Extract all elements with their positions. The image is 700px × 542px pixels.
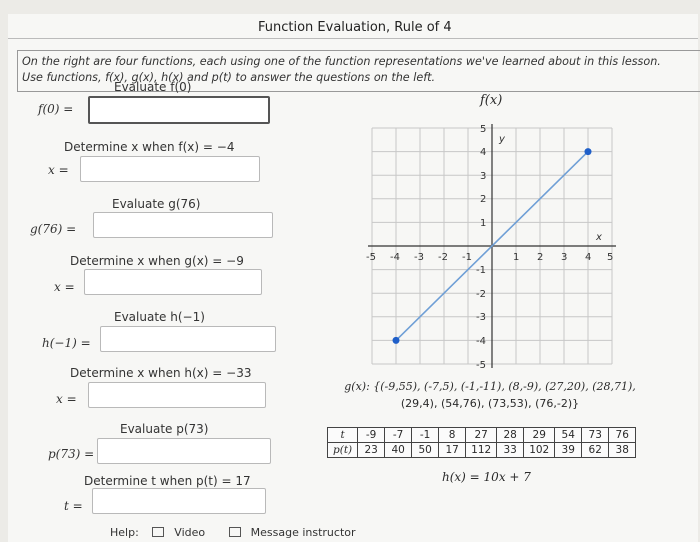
f-end-point — [585, 148, 592, 155]
y-tick-neg4: -4 — [476, 336, 486, 347]
q2-answer-label: x = — [48, 163, 69, 177]
p-table-row-p — [328, 443, 636, 458]
q5-answer-input[interactable] — [101, 327, 279, 353]
x-tick-4: 4 — [585, 252, 592, 263]
y-tick-neg3: -3 — [476, 312, 486, 323]
q1-answer-field[interactable] — [88, 96, 270, 124]
help-label: Help: — [110, 526, 139, 539]
t-cell: 73 — [582, 428, 609, 443]
x-tick-neg2: -2 — [438, 252, 448, 263]
q6-answer-label: x = — [56, 392, 77, 406]
p-table-row-t — [328, 428, 636, 443]
q4-heading: Determine x when g(x) = −9 — [70, 254, 244, 268]
q8-answer-input[interactable] — [93, 489, 269, 515]
g-function — [340, 378, 640, 412]
video-label: Video — [174, 526, 206, 539]
x-tick-neg5: -5 — [366, 252, 376, 263]
p-table-head-t: t — [328, 428, 358, 443]
y-axis-label: y — [499, 134, 505, 145]
y-tick-4: 4 — [480, 147, 487, 158]
q6-heading: Determine x when h(x) = −33 — [70, 366, 252, 380]
g-function-line-2: (29,4), (54,76), (73,53), (76,-2)} — [400, 397, 580, 410]
y-tick-3: 3 — [480, 171, 487, 182]
message-instructor-link[interactable] — [229, 526, 366, 539]
x-tick-5: 5 — [607, 252, 614, 263]
q3-heading: Evaluate g(76) — [112, 197, 201, 211]
q3-answer-label: g(76) = — [30, 222, 77, 236]
q1-answer-input[interactable] — [90, 98, 272, 124]
t-cell: 8 — [439, 428, 466, 443]
q3-answer-input[interactable] — [94, 213, 276, 239]
x-axis-label: x — [596, 232, 602, 243]
x-tick-2: 2 — [537, 252, 544, 263]
y-tick-1: 1 — [480, 218, 487, 229]
p-table-head-p: p(t) — [328, 443, 358, 458]
q2-answer-field[interactable] — [80, 156, 260, 182]
t-cell: 28 — [497, 428, 524, 443]
envelope-icon — [229, 527, 241, 537]
q5-answer-field[interactable] — [100, 326, 276, 352]
t-cell: -1 — [412, 428, 439, 443]
y-tick-2: 2 — [480, 194, 487, 205]
f-start-point — [393, 337, 400, 344]
p-cell: 39 — [555, 443, 582, 458]
q8-heading: Determine t when p(t) = 17 — [84, 474, 251, 488]
y-tick-neg1: -1 — [476, 265, 486, 276]
q3-answer-field[interactable] — [93, 212, 273, 238]
p-cell: 38 — [609, 443, 636, 458]
t-cell: 29 — [524, 428, 555, 443]
f-graph — [362, 118, 622, 373]
g-function-line-1: g(x): {(-9,55), (-7,5), (-1,-11), (8,-9), (27,20), (28,71), — [344, 380, 636, 393]
p-cell: 40 — [385, 443, 412, 458]
x-tick-neg4: -4 — [390, 252, 400, 263]
h-function: h(x) = 10x + 7 — [442, 470, 531, 484]
y-tick-5: 5 — [480, 124, 487, 135]
x-tick-1: 1 — [513, 252, 520, 263]
q6-answer-field[interactable] — [88, 382, 266, 408]
p-cell: 112 — [466, 443, 497, 458]
p-table — [327, 427, 636, 458]
x-tick-neg3: -3 — [414, 252, 424, 263]
video-link[interactable] — [152, 526, 215, 539]
t-cell: 76 — [609, 428, 636, 443]
footer — [110, 526, 376, 539]
q5-answer-label: h(−1) = — [42, 336, 91, 350]
q8-answer-field[interactable] — [92, 488, 266, 514]
q7-answer-field[interactable] — [97, 438, 271, 464]
page-title: Function Evaluation, Rule of 4 — [258, 20, 452, 35]
q4-answer-label: x = — [54, 280, 75, 294]
q2-heading: Determine x when f(x) = −4 — [64, 140, 235, 154]
p-cell: 102 — [524, 443, 555, 458]
q2-answer-input[interactable] — [81, 157, 263, 183]
t-cell: 27 — [466, 428, 497, 443]
q4-answer-field[interactable] — [84, 269, 262, 295]
p-cell: 23 — [358, 443, 385, 458]
graph-title: f(x) — [480, 93, 503, 108]
p-cell: 17 — [439, 443, 466, 458]
y-tick-neg5: -5 — [476, 360, 486, 371]
p-cell: 33 — [497, 443, 524, 458]
q5-heading: Evaluate h(−1) — [114, 310, 205, 324]
message-instructor-label: Message instructor — [250, 526, 356, 539]
t-cell: -7 — [385, 428, 412, 443]
q7-answer-input[interactable] — [98, 439, 274, 465]
q4-answer-input[interactable] — [85, 270, 265, 296]
x-tick-neg1: -1 — [462, 252, 472, 263]
q6-answer-input[interactable] — [89, 383, 269, 409]
q1-heading: Evaluate f(0) — [114, 80, 192, 94]
t-cell: -9 — [358, 428, 385, 443]
x-tick-3: 3 — [561, 252, 568, 263]
q7-heading: Evaluate p(73) — [120, 422, 209, 436]
instructions-line-1: On the right are four functions, each using one of the function representations we've learned about in this lesson. — [22, 55, 661, 68]
p-cell: 62 — [582, 443, 609, 458]
t-cell: 54 — [555, 428, 582, 443]
instructions-line-2: Use functions, f(x), g(x), h(x) and p(t) to answer the questions on the left. — [22, 71, 436, 84]
y-tick-neg2: -2 — [476, 289, 486, 300]
q7-answer-label: p(73) = — [48, 447, 95, 461]
q1-answer-label: f(0) = — [38, 102, 74, 116]
p-cell: 50 — [412, 443, 439, 458]
q8-answer-label: t = — [64, 499, 83, 513]
video-icon — [152, 527, 164, 537]
title-bar — [8, 16, 698, 39]
